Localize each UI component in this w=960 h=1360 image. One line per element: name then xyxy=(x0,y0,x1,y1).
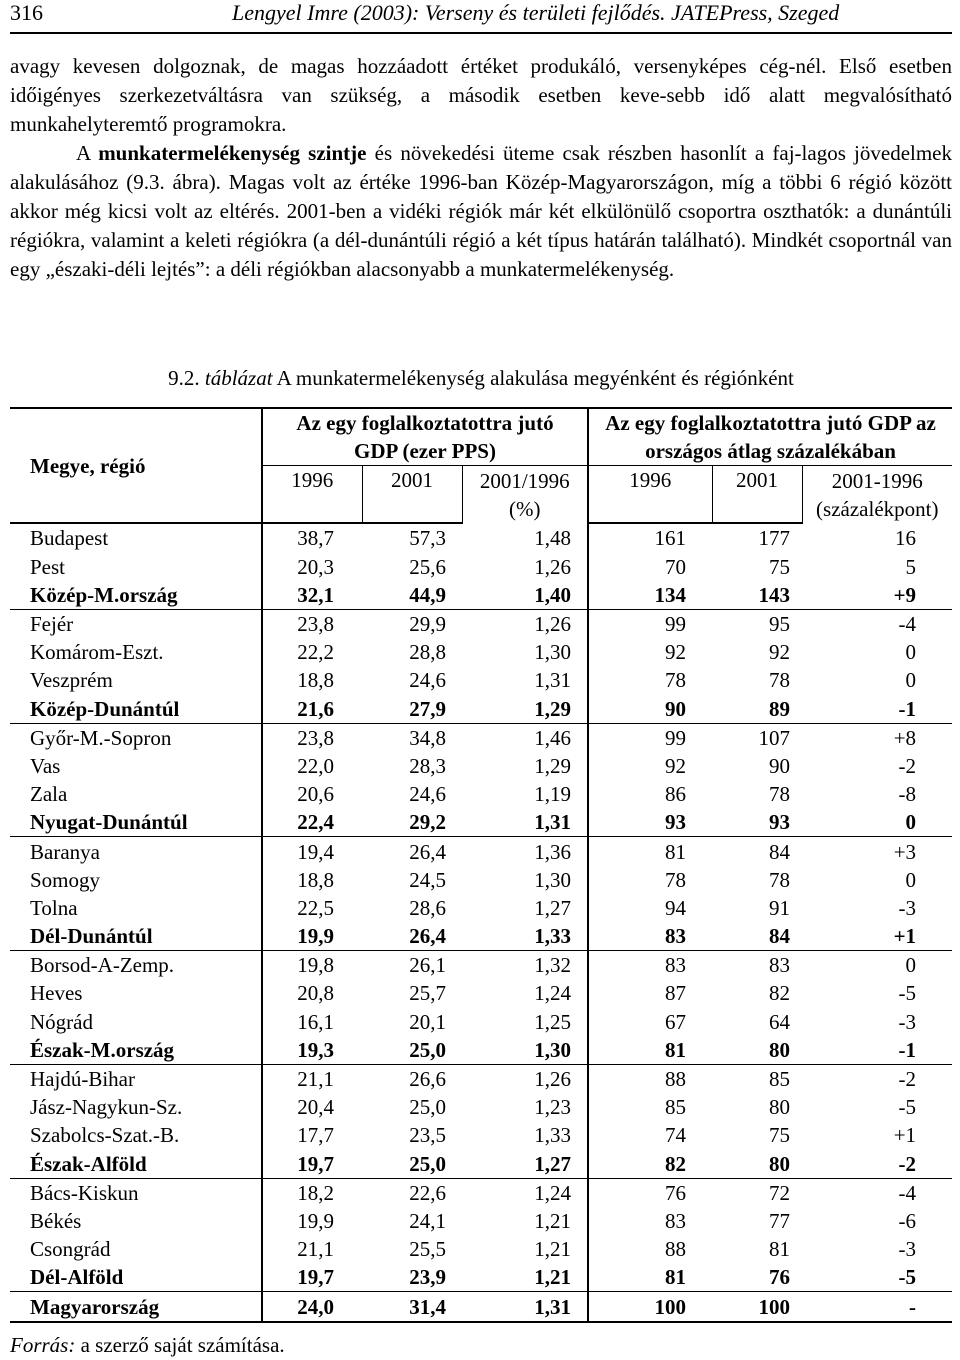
cell-value: 88 xyxy=(588,1064,712,1093)
cell-value: 88 xyxy=(588,1235,712,1263)
cell-value: 38,7 xyxy=(297,526,334,551)
row-label: Heves xyxy=(10,979,262,1007)
cell-value: 94 xyxy=(588,894,712,922)
cell-value: -3 xyxy=(898,1237,917,1262)
row-label: Somogy xyxy=(10,866,262,894)
cell-value: 1,33 xyxy=(534,1123,572,1148)
emphasized-term: munkatermelékenység szintje xyxy=(98,141,367,165)
cell-value: 0 xyxy=(905,867,917,892)
cell-value: 27,9 xyxy=(362,695,462,724)
cell-value: 26,1 xyxy=(409,953,446,978)
cell-value: 44,9 xyxy=(362,581,462,610)
region-total-row xyxy=(10,808,952,837)
cell-value: +1 xyxy=(802,922,952,951)
county-row xyxy=(10,1235,952,1263)
row-label: Borsod-A-Zemp. xyxy=(10,951,262,980)
cell-value: 22,4 xyxy=(262,808,362,837)
sub-header-spacer xyxy=(712,494,802,523)
cell-value: 21,1 xyxy=(297,1237,334,1262)
row-header: Megye, régió xyxy=(10,408,262,523)
row-label: Pest xyxy=(10,553,262,581)
cell-value: 81 xyxy=(588,1036,712,1065)
cell-value: 1,26 xyxy=(534,612,572,637)
cell-value: 80 xyxy=(712,1036,802,1065)
county-row xyxy=(10,1093,952,1121)
cell-value: 90 xyxy=(769,753,791,778)
row-label: Szabolcs-Szat.-B. xyxy=(10,1121,262,1149)
cell-value: 92 xyxy=(769,640,791,665)
cell-value: 20,8 xyxy=(297,981,334,1006)
county-row xyxy=(10,1178,952,1207)
cell-value: 23,8 xyxy=(297,725,334,750)
table-source xyxy=(10,1331,285,1359)
cell-value: 22,6 xyxy=(409,1180,446,1205)
cell-value: 85 xyxy=(769,1067,791,1092)
cell-value: 107 xyxy=(758,725,791,750)
county-row xyxy=(10,553,952,581)
cell-value: 24,6 xyxy=(409,782,446,807)
cell-value: 26,4 xyxy=(362,922,462,951)
cell-value: 25,5 xyxy=(409,1237,446,1262)
county-row xyxy=(10,752,952,780)
cell-value: 25,6 xyxy=(409,554,446,579)
cell-value: +3 xyxy=(893,839,917,864)
row-label: Jász-Nagykun-Sz. xyxy=(10,1093,262,1121)
cell-value: 5 xyxy=(905,554,917,579)
cell-value: 1,26 xyxy=(534,1067,572,1092)
cell-value: 143 xyxy=(712,581,802,610)
cell-value: 1,33 xyxy=(462,922,588,951)
cell-value: 1,29 xyxy=(534,753,572,778)
cell-value: 1,46 xyxy=(534,725,572,750)
cell-value: 1,27 xyxy=(462,1150,588,1179)
row-label: Hajdú-Bihar xyxy=(10,1064,262,1093)
cell-value: 1,40 xyxy=(462,581,588,610)
cell-value: 80 xyxy=(712,1150,802,1179)
cell-value: 1,23 xyxy=(534,1095,572,1120)
cell-value: 177 xyxy=(758,526,791,551)
county-row xyxy=(10,1064,952,1093)
cell-value: 22,2 xyxy=(297,640,334,665)
cell-value: 57,3 xyxy=(409,526,446,551)
cell-value: 26,6 xyxy=(409,1067,446,1092)
cell-value: 75 xyxy=(769,1123,791,1148)
cell-value: 72 xyxy=(769,1180,791,1205)
cell-value: 19,7 xyxy=(262,1263,362,1292)
paragraph xyxy=(10,52,952,139)
region-total-row xyxy=(10,1150,952,1179)
cell-value: 34,8 xyxy=(409,725,446,750)
cell-value: 75 xyxy=(769,554,791,579)
cell-value: 0 xyxy=(905,640,917,665)
sub-header-diff: 2001-1996 (százalékpont) xyxy=(802,466,952,524)
cell-value: -4 xyxy=(898,612,917,637)
sub-header-ratio: 2001/1996 (%) xyxy=(462,466,588,524)
cell-value: -2 xyxy=(802,1150,952,1179)
row-label: Nyugat-Dunántúl xyxy=(10,808,262,837)
sub-header-1996b: 1996 xyxy=(588,466,712,495)
county-row xyxy=(10,609,952,638)
cell-value: 0 xyxy=(905,953,917,978)
cell-value: 20,6 xyxy=(297,782,334,807)
cell-value: -1 xyxy=(802,1036,952,1065)
cell-value: -8 xyxy=(898,782,917,807)
cell-value: 23,8 xyxy=(297,612,334,637)
caption-number: 9.2. xyxy=(168,366,200,390)
cell-value: 20,4 xyxy=(297,1095,334,1120)
cell-value: 1,21 xyxy=(534,1208,572,1233)
sub-header-spacer xyxy=(588,494,712,523)
cell-value: 0 xyxy=(802,808,952,837)
cell-value: 1,32 xyxy=(534,953,572,978)
sub-header-2001a: 2001 xyxy=(362,466,462,495)
row-label: Csongrád xyxy=(10,1235,262,1263)
cell-value: 24,6 xyxy=(409,668,446,693)
cell-value: 90 xyxy=(588,695,712,724)
cell-value: 1,21 xyxy=(462,1263,588,1292)
cell-value: 91 xyxy=(769,895,791,920)
cell-value: 25,0 xyxy=(362,1036,462,1065)
cell-value: -5 xyxy=(898,1095,917,1120)
cell-value: - xyxy=(802,1292,952,1322)
group1-title: Az egy foglalkoztatottra jutó GDP (ezer PPS) xyxy=(262,408,588,466)
cell-value: 19,9 xyxy=(262,922,362,951)
sub-header-spacer xyxy=(362,494,462,523)
running-header xyxy=(10,0,952,30)
cell-value: 22,5 xyxy=(297,895,334,920)
cell-value: 1,31 xyxy=(462,808,588,837)
cell-value: 81 xyxy=(769,1237,791,1262)
cell-value: 29,9 xyxy=(409,612,446,637)
county-row xyxy=(10,1207,952,1235)
productivity-table xyxy=(10,407,952,1323)
row-label: Dél-Dunántúl xyxy=(10,922,262,951)
cell-value: 28,3 xyxy=(409,753,446,778)
cell-value: 83 xyxy=(588,922,712,951)
row-label: Békés xyxy=(10,1207,262,1235)
cell-value: 19,3 xyxy=(262,1036,362,1065)
cell-value: 20,3 xyxy=(297,554,334,579)
cell-value: 26,4 xyxy=(409,839,446,864)
cell-value: 24,5 xyxy=(409,867,446,892)
cell-value: 19,4 xyxy=(297,839,334,864)
county-row xyxy=(10,723,952,752)
cell-value: -2 xyxy=(898,753,917,778)
paragraph-text: és növekedési üteme csak részben hasonlít a faj-lagos jövedelmek alakulásához (9.3. ábra). Magas volt az értéke 1996-ban Közép-Magyarországon, míg a többi 6 régió között akkor még kicsi volt az eltérés. 2001-ben a vidéki régiók már két elkülönülő csoportra oszthatók: a dunántúli régiókra, valamint a keleti régiókra (a dél-dunántúli régió a két típus határán található). Mindkét csoportnál van egy „északi-déli lejtés”: a déli régiókban alacsonyabb a munkatermelékenység. xyxy=(10,141,952,281)
cell-value: 1,29 xyxy=(462,695,588,724)
cell-value: 77 xyxy=(769,1208,791,1233)
county-row xyxy=(10,523,952,552)
row-label: Zala xyxy=(10,780,262,808)
county-row xyxy=(10,638,952,666)
county-row xyxy=(10,1008,952,1036)
cell-value: 1,19 xyxy=(534,782,572,807)
cell-value: 67 xyxy=(588,1008,712,1036)
cell-value: 78 xyxy=(769,867,791,892)
cell-value: 93 xyxy=(588,808,712,837)
paragraph xyxy=(10,139,952,284)
cell-value: +8 xyxy=(893,725,917,750)
caption-text: A munkatermelékenység alakulása megyénként és régiónként xyxy=(276,366,794,390)
caption-label: táblázat xyxy=(204,366,273,390)
row-label: Észak-Alföld xyxy=(10,1150,262,1179)
cell-value: 1,48 xyxy=(534,525,572,550)
cell-value: 16 xyxy=(895,525,917,550)
cell-value: 1,30 xyxy=(462,1036,588,1065)
cell-value: 1,30 xyxy=(534,867,572,892)
county-row xyxy=(10,837,952,866)
cell-value: 89 xyxy=(712,695,802,724)
row-label: Dél-Alföld xyxy=(10,1263,262,1292)
cell-value: 99 xyxy=(588,609,712,638)
cell-value: 93 xyxy=(712,808,802,837)
paragraph-text: avagy kevesen dolgoznak, de magas hozzáadott értéket produkáló, versenyképes cég-nél. Első esetben időigényes szerkezetváltásra van szükség, a második esetben keve-sebb idő alatt megvalósítható munkahelyteremtő programokra. xyxy=(10,54,952,136)
cell-value: 1,27 xyxy=(534,895,572,920)
cell-value: +1 xyxy=(893,1123,917,1148)
cell-value: 78 xyxy=(588,866,712,894)
cell-value: 32,1 xyxy=(262,581,362,610)
source-label: Forrás: xyxy=(10,1333,76,1357)
cell-value: 18,8 xyxy=(297,668,334,693)
cell-value: 1,31 xyxy=(462,1292,588,1322)
cell-value: 81 xyxy=(588,1263,712,1292)
row-label: Tolna xyxy=(10,894,262,922)
cell-value: 19,8 xyxy=(297,953,334,978)
cell-value: 25,7 xyxy=(409,981,446,1006)
cell-value: 16,1 xyxy=(297,1009,334,1034)
cell-value: 84 xyxy=(712,922,802,951)
running-title: Lengyel Imre (2003): Verseny és területi fejlődés. JATEPress, Szeged xyxy=(232,0,840,25)
region-total-row xyxy=(10,1036,952,1065)
cell-value: 92 xyxy=(588,638,712,666)
row-label: Magyarország xyxy=(10,1292,262,1322)
cell-value: 76 xyxy=(588,1178,712,1207)
cell-value: 161 xyxy=(588,523,712,552)
cell-value: 70 xyxy=(588,553,712,581)
cell-value: 31,4 xyxy=(362,1292,462,1322)
cell-value: 25,0 xyxy=(362,1150,462,1179)
cell-value: -6 xyxy=(898,1208,917,1233)
cell-value: 17,7 xyxy=(297,1123,334,1148)
cell-value: -2 xyxy=(898,1067,917,1092)
county-row xyxy=(10,951,952,980)
cell-value: 92 xyxy=(588,752,712,780)
cell-value: 19,9 xyxy=(297,1208,334,1233)
cell-value: 76 xyxy=(712,1263,802,1292)
cell-value: 25,0 xyxy=(409,1095,446,1120)
cell-value: 86 xyxy=(588,780,712,808)
cell-value: -4 xyxy=(898,1180,917,1205)
source-text: a szerző saját számítása. xyxy=(75,1333,285,1357)
cell-value: 64 xyxy=(769,1009,791,1034)
cell-value: 28,6 xyxy=(409,895,446,920)
cell-value: 82 xyxy=(769,981,791,1006)
cell-value: -5 xyxy=(802,1263,952,1292)
cell-value: 1,31 xyxy=(534,668,572,693)
cell-value: 1,21 xyxy=(534,1237,572,1262)
row-label: Nógrád xyxy=(10,1008,262,1036)
cell-value: 21,6 xyxy=(262,695,362,724)
region-total-row xyxy=(10,922,952,951)
row-label: Fejér xyxy=(10,609,262,638)
cell-value: -5 xyxy=(898,981,917,1006)
county-row xyxy=(10,666,952,694)
cell-value: 83 xyxy=(588,951,712,980)
cell-value: 0 xyxy=(905,668,917,693)
row-label: Közép-M.ország xyxy=(10,581,262,610)
cell-value: 84 xyxy=(769,839,791,864)
county-row xyxy=(10,866,952,894)
cell-value: 1,36 xyxy=(534,839,572,864)
cell-value: 1,26 xyxy=(534,554,572,579)
region-total-row xyxy=(10,1263,952,1292)
cell-value: 18,8 xyxy=(297,867,334,892)
cell-value: +9 xyxy=(802,581,952,610)
cell-value: 24,0 xyxy=(262,1292,362,1322)
row-label: Észak-M.ország xyxy=(10,1036,262,1065)
sub-header-spacer xyxy=(262,494,362,523)
cell-value: 78 xyxy=(769,782,791,807)
cell-value: 28,8 xyxy=(409,640,446,665)
row-label: Közép-Dunántúl xyxy=(10,695,262,724)
row-label: Győr-M.-Sopron xyxy=(10,723,262,752)
table-caption xyxy=(10,364,952,392)
cell-value: 20,1 xyxy=(409,1009,446,1034)
row-label: Bács-Kiskun xyxy=(10,1178,262,1207)
cell-value: 74 xyxy=(588,1121,712,1149)
cell-value: -3 xyxy=(898,1009,917,1034)
cell-value: 85 xyxy=(588,1093,712,1121)
row-label: Komárom-Eszt. xyxy=(10,638,262,666)
county-row xyxy=(10,1121,952,1149)
cell-value: 83 xyxy=(769,953,791,978)
row-label: Veszprém xyxy=(10,666,262,694)
county-row xyxy=(10,780,952,808)
cell-value: 87 xyxy=(588,979,712,1007)
sub-header-1996a: 1996 xyxy=(291,468,334,492)
cell-value: 24,1 xyxy=(409,1208,446,1233)
cell-value: 1,24 xyxy=(534,1180,572,1205)
row-label: Budapest xyxy=(10,523,262,552)
cell-value: 82 xyxy=(588,1150,712,1179)
cell-value: 100 xyxy=(712,1292,802,1322)
row-label: Vas xyxy=(10,752,262,780)
body-text xyxy=(10,52,952,284)
cell-value: 22,0 xyxy=(297,753,334,778)
cell-value: -1 xyxy=(802,695,952,724)
cell-value: 23,9 xyxy=(362,1263,462,1292)
cell-value: 80 xyxy=(769,1095,791,1120)
cell-value: 134 xyxy=(588,581,712,610)
page-number: 316 xyxy=(10,0,43,25)
cell-value: 78 xyxy=(769,668,791,693)
row-label: Baranya xyxy=(10,837,262,866)
paragraph-text: A xyxy=(76,141,99,165)
cell-value: 99 xyxy=(588,723,712,752)
cell-value: 21,1 xyxy=(297,1067,334,1092)
cell-value: 23,5 xyxy=(409,1123,446,1148)
group2-title: Az egy foglalkoztatottra jutó GDP az országos átlag százalékában xyxy=(588,408,952,466)
cell-value: 78 xyxy=(588,666,712,694)
cell-value: 81 xyxy=(588,837,712,866)
cell-value: -3 xyxy=(898,895,917,920)
cell-value: 100 xyxy=(588,1292,712,1322)
county-row xyxy=(10,979,952,1007)
cell-value: 1,24 xyxy=(534,981,572,1006)
region-total-row xyxy=(10,695,952,724)
cell-value: 83 xyxy=(588,1207,712,1235)
header-rule xyxy=(10,32,952,34)
cell-value: 95 xyxy=(769,612,791,637)
sub-header-2001b: 2001 xyxy=(712,466,802,495)
region-total-row xyxy=(10,1292,952,1322)
cell-value: 18,2 xyxy=(297,1180,334,1205)
cell-value: 29,2 xyxy=(362,808,462,837)
cell-value: 1,30 xyxy=(534,640,572,665)
cell-value: 1,25 xyxy=(534,1009,572,1034)
region-total-row xyxy=(10,581,952,610)
county-row xyxy=(10,894,952,922)
cell-value: 19,7 xyxy=(262,1150,362,1179)
